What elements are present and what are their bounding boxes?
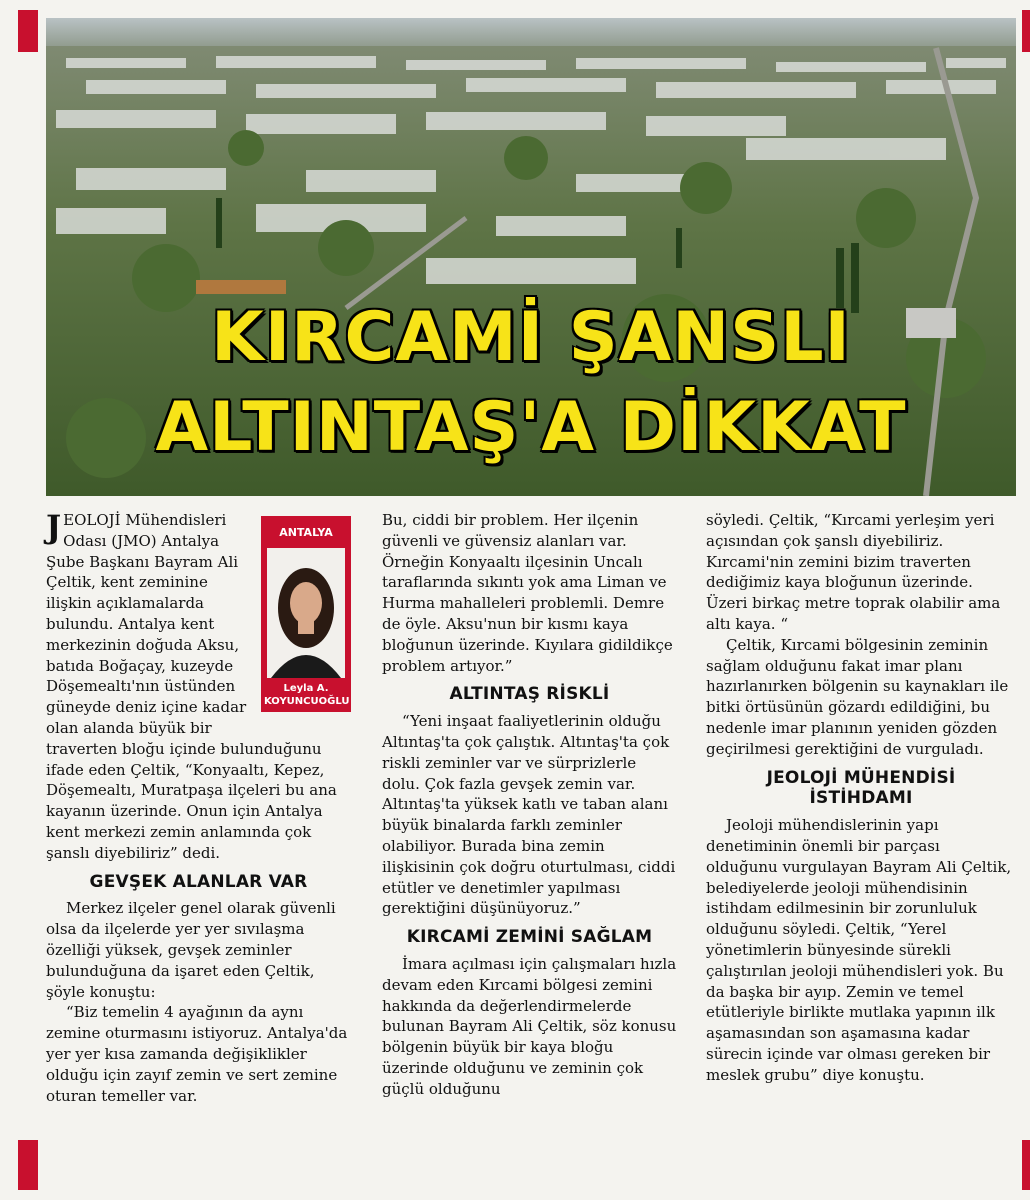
subheading-altintas: ALTINTAŞ RİSKLİ	[449, 684, 610, 705]
author-photo	[267, 548, 345, 678]
author-name-last: KOYUNCUOĞLU	[264, 695, 350, 707]
red-marker-top-right	[1022, 10, 1030, 52]
author-byline	[261, 516, 351, 712]
subheading-kircami: KIRCAMİ ZEMİNİ SAĞLAM	[406, 927, 653, 948]
paragraph: Bu, ciddi bir problem. Her ilçenin güvenli ve güvensiz alanları var. Örneğin Konyaaltı ilçesinin Uncalı taraflarında sıkıntı yok ama Liman ve Hurma mahalleleri problemli. Demre de öyle. Aksu'nun bir kısmı kaya bloğunun üzerinde. Kıyılara gidildikçe problem artıyor.”	[382, 511, 673, 675]
subheading-istihdam: İSTİHDAMI	[809, 788, 913, 809]
intro-text: EOLOJİ Mühendisleri Odası (JMO) Antalya Şube Başkanı Bayram Ali Çeltik, kent zeminine ilişkin açıklamalarda bulundu. Antalya kent merkezinin doğuda Aksu, batıda Boğaçay, kuzeyde Döşemealtı'nın üstünden güneyde deniz içine kadar olan alanda büyük bir traverten bloğu içinde bulunduğunu ifade eden Çeltik, “Konyaaltı, Kepez, Döşemealtı, Muratpaşa ilçeleri bu ana kayanın üzerinde. Onun için Antalya kent merkezi zemin anlamında çok şanslı diyebiliriz” dedi.	[46, 511, 337, 862]
paragraph: “Yeni inşaat faaliyetlerinin olduğu Altıntaş'ta çok çalıştık. Altıntaş'ta çok riskli zeminler var ve sürprizlerle dolu. Çok fazla gevşek zemin var. Altıntaş'ta yüksek katlı ve taban alanı büyük binalarda farklı zeminler olabiliyor. Burada bina zemin ilişkisinin çok doğru oturtulması, ciddi etütler ve denetimler yapılması gerektiğini düşünüyoruz.”	[382, 712, 676, 918]
headline-line-1: KIRCAMİ ŞANSLI	[211, 298, 851, 377]
byline-location: ANTALYA	[279, 526, 333, 539]
red-marker-bottom-right	[1022, 1140, 1030, 1190]
red-marker-bottom-left	[18, 1140, 38, 1190]
paragraph: “Biz temelin 4 ayağının da aynı zemine oturmasını istiyoruz. Antalya'da yer yer kısa zamanda değişiklikler olduğu için zayıf zemin ve sert zemine oturan temeller var.	[46, 1003, 348, 1105]
drop-cap: J	[46, 508, 62, 546]
author-portrait-icon	[267, 548, 345, 678]
paragraph: söyledi. Çeltik, “Kırcami yerleşim yeri açısından çok şanslı diyebiliriz. Kırcami'nin zemini bizim traverten dediğimiz kaya bloğunun üzerinde. Üzeri birkaç metre toprak olabilir ama altı kaya. “	[706, 511, 1001, 633]
article-column-3	[706, 510, 1016, 1086]
paragraph: Merkez ilçeler genel olarak güvenli olsa da ilçelerde yer yer sıvılaşma özelliği yüksek, gevşek zeminler bulunduğuna da işaret eden Çeltik, şöyle konuştu:	[46, 899, 336, 1001]
article-column-1	[46, 510, 351, 1106]
headline-line-2: ALTINTAŞ'A DİKKAT	[155, 388, 907, 467]
subheading-gevsek: GEVŞEK ALANLAR VAR	[89, 871, 308, 892]
paragraph: Jeoloji mühendislerinin yapı denetiminin önemli bir parçası olduğunu vurgulayan Bayram Ali Çeltik, belediyelerde jeoloji mühendisinin istihdam edilmesinin bir zorunluluk olduğunu söyledi. Çeltik, “Yerel yönetimlerin bünyesinde sürekli çalıştırılan jeoloji mühendisleri yok. Bu da başka bir ayıp. Zemin ve temel etütleriyle birlikte mutlaka yapının ilk aşamasından son aşamasına kadar sürecin içinde var olması gereken bir meslek grubu” diye konuştu.	[706, 816, 1012, 1084]
paragraph: İmara açılması için çalışmaları hızla devam eden Kırcami bölgesi zemini hakkında da değerlendirmelerde bulunan Bayram Ali Çeltik, söz konusu bölgenin büyük bir kaya bloğu üzerinde olduğunu ve zeminin çok güçlü olduğunu	[382, 954, 677, 1098]
paragraph: Çeltik, Kırcami bölgesinin zeminin sağlam olduğunu fakat imar planı hazırlanırken bölgenin su kaynakları ile bitki örtüsünün gözardı edildiğini, bu nedenle imar planının yeniden gözden geçirilmesi gerektiğini de vurguladı.	[706, 635, 1009, 758]
author-name-first: Leyla A.	[283, 682, 329, 694]
subheading-jeoloji: JEOLOJİ MÜHENDİSİ	[766, 767, 956, 788]
article-column-2	[382, 510, 677, 1100]
red-marker-top-left	[18, 10, 38, 52]
